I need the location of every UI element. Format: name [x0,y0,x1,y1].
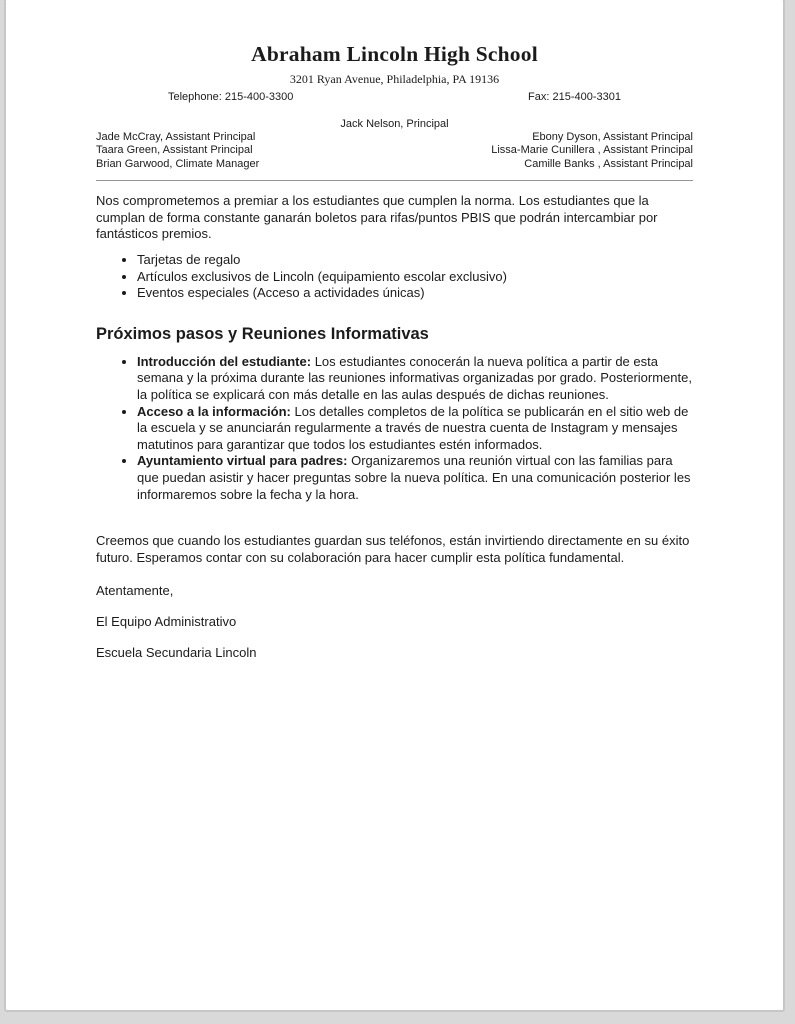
staff-list [96,131,693,171]
rewards-list [96,252,693,302]
staff-member: Taara Green, Assistant Principal [96,144,253,157]
list-item-text: Organizaremos una reunión virtual con las familias para que puedan asistir y hacer preguntas sobre la nueva política. En una comunicación posterior les informaremos sobre la fecha y la hora. [137,453,691,502]
school-address: 3201 Ryan Avenue, Philadelphia, PA 19136 [289,72,500,86]
header-divider [96,180,693,181]
signature-team: El Equipo Administrativo [96,613,237,629]
list-item-lead: Ayuntamiento virtual para padres: [137,453,348,469]
fax-label: Fax: 215-400-3301 [528,91,621,103]
list-item-text: Los estudiantes conocerán la nueva política a partir de esta semana y la próxima durante las reuniones informativas organizadas por grado. Posteriormente, la política se explicará con más detalle en las aulas después de dichas reuniones. [137,353,692,402]
principal-line: Jack Nelson, Principal [340,118,449,130]
telephone-fax-row [96,91,693,103]
staff-column-right [491,131,693,171]
signoff: Atentamente, [96,583,174,599]
staff-member: Lissa-Marie Cunillera , Assistant Principal [491,144,693,157]
staff-member: Jade McCray, Assistant Principal [96,131,256,143]
intro-paragraph: Nos comprometemos a premiar a los estudiantes que cumplen la norma. Los estudiantes que la cumplan de forma constante ganarán boletos para rifas/puntos PBIS que podrán intercambiar por fantásticos premios. [96,193,658,242]
telephone-label: Telephone: 215-400-3300 [168,91,294,103]
closing-paragraph: Creemos que cuando los estudiantes guardan sus teléfonos, están invirtiendo directamente en su éxito futuro. Esperamos contar con su colaboración para hacer cumplir esta política fundamental. [96,533,690,565]
list-item-text: Los detalles completos de la política se publicarán en el sitio web de la escuela y se anunciarán regularmente a través de nuestra cuenta de Instagram y mensajes matutinos para garantizar que todos los estudiantes estén informados. [137,403,689,452]
list-item-lead: Introducción del estudiante: [137,353,312,369]
staff-member: Camille Banks , Assistant Principal [524,157,693,170]
list-item: • Eventos especiales (Acceso a actividades únicas) [137,285,693,302]
section-heading: Próximos pasos y Reuniones Informativas [96,324,429,343]
list-item: • Tarjetas de regalo [137,252,693,269]
school-name: Abraham Lincoln High School [251,42,538,66]
staff-member: Brian Garwood, Climate Manager [96,157,260,170]
list-item [137,404,693,454]
staff-member: Ebony Dyson, Assistant Principal [532,131,693,143]
signature-school: Escuela Secundaria Lincoln [96,644,257,660]
list-item [137,453,693,503]
list-item: • Artículos exclusivos de Lincoln (equipamiento escolar exclusivo) [137,269,693,286]
list-item-lead: Acceso a la información: [137,403,291,419]
letter-page [4,0,785,1012]
steps-list [96,354,693,503]
staff-column-left [96,131,259,171]
list-item [137,354,693,404]
